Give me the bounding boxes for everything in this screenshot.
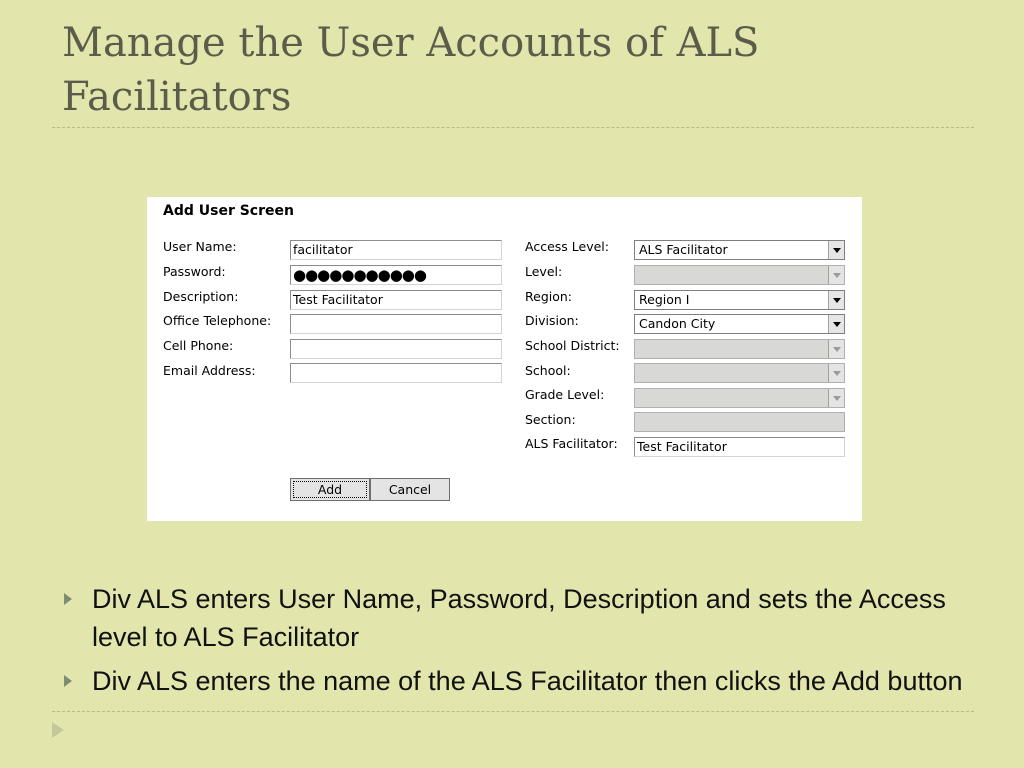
email-address-label: Email Address: xyxy=(163,363,256,378)
password-label: Password: xyxy=(163,264,226,279)
grade-level-select xyxy=(634,388,845,408)
school-label: School: xyxy=(525,363,571,378)
level-label: Level: xyxy=(525,264,563,279)
footer-divider xyxy=(52,711,974,712)
triangle-decoration-icon xyxy=(52,722,64,738)
bullet-text: Div ALS enters the name of the ALS Facilitator then clicks the Add button xyxy=(92,666,963,696)
office-telephone-label: Office Telephone: xyxy=(163,313,272,328)
chevron-down-icon xyxy=(828,266,844,284)
division-value: Candon City xyxy=(639,316,716,331)
triangle-bullet-icon xyxy=(64,675,72,687)
als-facilitator-label: ALS Facilitator: xyxy=(525,436,618,451)
chevron-down-icon[interactable] xyxy=(828,241,844,259)
user-name-label: User Name: xyxy=(163,239,237,254)
add-user-screen-panel xyxy=(147,197,862,521)
office-telephone-input[interactable] xyxy=(290,314,502,334)
access-level-select[interactable] xyxy=(634,240,845,260)
user-name-input[interactable]: facilitator xyxy=(290,240,502,260)
email-address-input[interactable] xyxy=(290,363,502,383)
grade-level-label: Grade Level: xyxy=(525,387,605,402)
bullet-item xyxy=(60,662,990,700)
chevron-down-icon xyxy=(828,364,844,382)
division-select[interactable] xyxy=(634,314,845,334)
als-facilitator-input[interactable]: Test Facilitator xyxy=(634,437,845,457)
school-district-label: School District: xyxy=(525,338,620,353)
chevron-down-icon[interactable] xyxy=(828,291,844,309)
school-select xyxy=(634,363,845,383)
cancel-button[interactable]: Cancel xyxy=(370,478,450,501)
section-input xyxy=(634,412,845,432)
bullet-text: Div ALS enters User Name, Password, Description and sets the Access level to ALS Facilitator xyxy=(92,584,946,652)
form-heading: Add User Screen xyxy=(163,203,294,219)
level-select xyxy=(634,265,845,285)
school-district-select xyxy=(634,339,845,359)
description-input[interactable]: Test Facilitator xyxy=(290,290,502,310)
chevron-down-icon[interactable] xyxy=(828,315,844,333)
cell-phone-label: Cell Phone: xyxy=(163,338,234,353)
region-label: Region: xyxy=(525,289,573,304)
division-label: Division: xyxy=(525,313,579,328)
cell-phone-input[interactable] xyxy=(290,339,502,359)
section-label: Section: xyxy=(525,412,576,427)
slide-title: Manage the User Accounts of ALS Facilitators xyxy=(62,20,760,120)
access-level-label: Access Level: xyxy=(525,239,609,254)
access-level-value: ALS Facilitator xyxy=(639,242,728,257)
chevron-down-icon xyxy=(828,340,844,358)
password-input[interactable]: ●●●●●●●●●●● xyxy=(290,265,502,285)
add-button[interactable]: Add xyxy=(290,478,370,501)
chevron-down-icon xyxy=(828,389,844,407)
triangle-bullet-icon xyxy=(64,593,72,605)
bullet-item xyxy=(60,580,990,656)
region-value: Region I xyxy=(639,292,690,307)
bullet-list xyxy=(60,580,990,706)
title-divider xyxy=(52,127,974,128)
description-label: Description: xyxy=(163,289,239,304)
region-select[interactable] xyxy=(634,290,845,310)
